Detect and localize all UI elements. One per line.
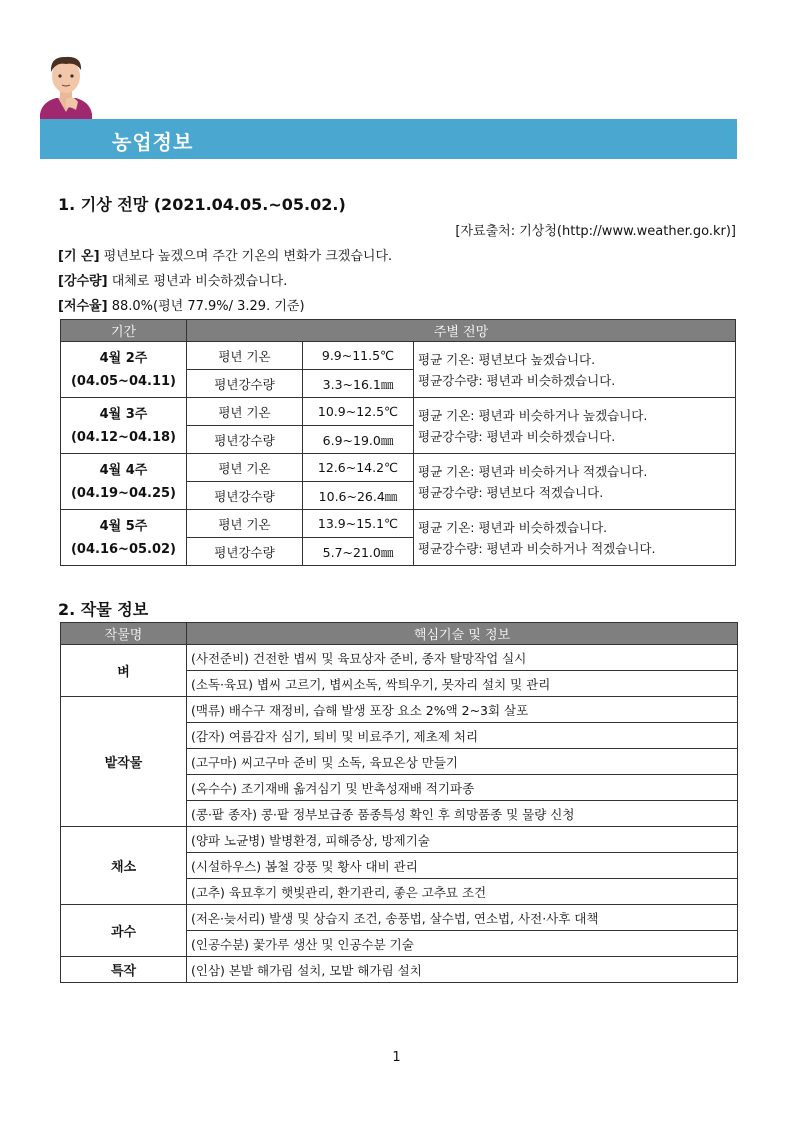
temp-label: 평년 기온 bbox=[187, 454, 303, 482]
weather-forecast-table bbox=[60, 319, 736, 566]
crop-name-vegetables: 채소 bbox=[61, 827, 187, 905]
temp-value: 10.9~12.5℃ bbox=[303, 398, 414, 426]
temp-label: 평년 기온 bbox=[187, 342, 303, 370]
crop-info-item: (맥류) 배수구 재정비, 습해 발생 포장 요소 2%액 2~3회 살포 bbox=[187, 697, 738, 723]
temp-value: 13.9~15.1℃ bbox=[303, 510, 414, 538]
week-label: 4월 4주 bbox=[99, 462, 148, 478]
week-description bbox=[414, 398, 736, 454]
precipitation-line bbox=[58, 270, 287, 289]
week-range: (04.19~04.25) bbox=[70, 485, 176, 501]
crop-info-item: (저온·늦서리) 발생 및 상습지 조건, 송풍법, 살수법, 연소법, 사전·사후 대책 bbox=[187, 905, 738, 931]
temp-outlook: 평균 기온: 평년과 비슷하거나 적겠습니다. bbox=[418, 463, 648, 479]
col-header-weekly-outlook: 주별 전망 bbox=[187, 320, 736, 342]
week-range: (04.12~04.18) bbox=[70, 429, 176, 445]
rain-value: 10.6~26.4㎜ bbox=[303, 482, 414, 510]
rain-label: 평년강수량 bbox=[187, 482, 303, 510]
section1-title: 1. 기상 전망 (2021.04.05.~05.02.) bbox=[58, 195, 346, 214]
temp-value: 9.9~11.5℃ bbox=[303, 342, 414, 370]
temp-label: 평년 기온 bbox=[187, 510, 303, 538]
week-range: (04.16~05.02) bbox=[70, 541, 176, 557]
week-label: 4월 5주 bbox=[99, 518, 148, 534]
crop-name-rice: 벼 bbox=[61, 645, 187, 697]
crop-info-item: (감자) 여름감자 심기, 퇴비 및 비료주기, 제초제 처리 bbox=[187, 723, 738, 749]
crop-info-item: (인삼) 본밭 해가림 설치, 모밭 해가림 설치 bbox=[187, 957, 738, 983]
week-cell bbox=[61, 510, 187, 566]
week-cell bbox=[61, 342, 187, 398]
rain-value: 3.3~16.1㎜ bbox=[303, 370, 414, 398]
crop-info-item: (시설하우스) 봄철 강풍 및 황사 대비 관리 bbox=[187, 853, 738, 879]
col-header-crop: 작물명 bbox=[61, 623, 187, 645]
precipitation-label: [강수량] bbox=[58, 274, 108, 289]
reservoir-line bbox=[58, 295, 305, 314]
data-source: [자료출처: 기상청(http://www.weather.go.kr)] bbox=[455, 224, 736, 239]
crop-info-item: (콩·팥 종자) 콩·팥 정부보급종 품종특성 확인 후 희망품종 및 물량 신청 bbox=[187, 801, 738, 827]
crop-info-item: (고추) 육묘후기 햇빛관리, 환기관리, 좋은 고추묘 조건 bbox=[187, 879, 738, 905]
crop-info-item: (옥수수) 조기재배 옮겨심기 및 반촉성재배 적기파종 bbox=[187, 775, 738, 801]
temp-outlook: 평균 기온: 평년보다 높겠습니다. bbox=[418, 351, 596, 367]
page-title: 농업정보 bbox=[112, 130, 194, 154]
crop-info-item: (고구마) 씨고구마 준비 및 소독, 육묘온상 만들기 bbox=[187, 749, 738, 775]
rain-label: 평년강수량 bbox=[187, 538, 303, 566]
crop-name-special-crops: 특작 bbox=[61, 957, 187, 983]
week-description bbox=[414, 342, 736, 398]
section2-title: 2. 작물 정보 bbox=[58, 600, 149, 619]
rain-label: 평년강수량 bbox=[187, 370, 303, 398]
crop-name-fruit-trees: 과수 bbox=[61, 905, 187, 957]
crop-info-item: (소독·육묘) 볍씨 고르기, 볍씨소독, 싹틔우기, 못자리 설치 및 관리 bbox=[187, 671, 738, 697]
rain-value: 5.7~21.0㎜ bbox=[303, 538, 414, 566]
rain-outlook: 평균강수량: 평년과 비슷하겠습니다. bbox=[418, 372, 616, 388]
week-label: 4월 2주 bbox=[99, 350, 148, 366]
reservoir-label: [저수율] bbox=[58, 299, 108, 314]
temp-outlook: 평균 기온: 평년과 비슷하겠습니다. bbox=[418, 519, 608, 535]
week-label: 4월 3주 bbox=[99, 406, 148, 422]
rain-value: 6.9~19.0㎜ bbox=[303, 426, 414, 454]
col-header-key-info: 핵심기술 및 정보 bbox=[187, 623, 738, 645]
crop-info-item: (인공수분) 꽃가루 생산 및 인공수분 기술 bbox=[187, 931, 738, 957]
reservoir-text: 88.0%(평년 77.9%/ 3.29. 기준) bbox=[107, 299, 305, 314]
week-cell bbox=[61, 454, 187, 510]
crop-name-field-crops: 밭작물 bbox=[61, 697, 187, 827]
page-number: 1 bbox=[392, 1050, 401, 1065]
rain-outlook: 평균강수량: 평년과 비슷하겠습니다. bbox=[418, 428, 616, 444]
crop-info-item: (양파 노균병) 발병환경, 피해증상, 방제기술 bbox=[187, 827, 738, 853]
week-description bbox=[414, 454, 736, 510]
rain-outlook: 평균강수량: 평년과 비슷하거나 적겠습니다. bbox=[418, 540, 656, 556]
temp-label: 평년 기온 bbox=[187, 398, 303, 426]
temp-value: 12.6~14.2℃ bbox=[303, 454, 414, 482]
crop-info-table bbox=[60, 622, 738, 983]
temp-outlook: 평균 기온: 평년과 비슷하거나 높겠습니다. bbox=[418, 407, 648, 423]
col-header-period: 기간 bbox=[61, 320, 187, 342]
week-description bbox=[414, 510, 736, 566]
week-range: (04.05~04.11) bbox=[70, 373, 176, 389]
temperature-text: 평년보다 높겠으며 주간 기온의 변화가 크겠습니다. bbox=[99, 249, 393, 264]
temperature-label: [기 온] bbox=[58, 249, 100, 264]
rain-label: 평년강수량 bbox=[187, 426, 303, 454]
week-cell bbox=[61, 398, 187, 454]
rain-outlook: 평균강수량: 평년보다 적겠습니다. bbox=[418, 484, 604, 500]
precipitation-text: 대체로 평년과 비슷하겠습니다. bbox=[107, 274, 288, 289]
temperature-line bbox=[58, 245, 392, 264]
crop-info-item: (사전준비) 건전한 볍씨 및 육묘상자 준비, 종자 탈망작업 실시 bbox=[187, 645, 738, 671]
